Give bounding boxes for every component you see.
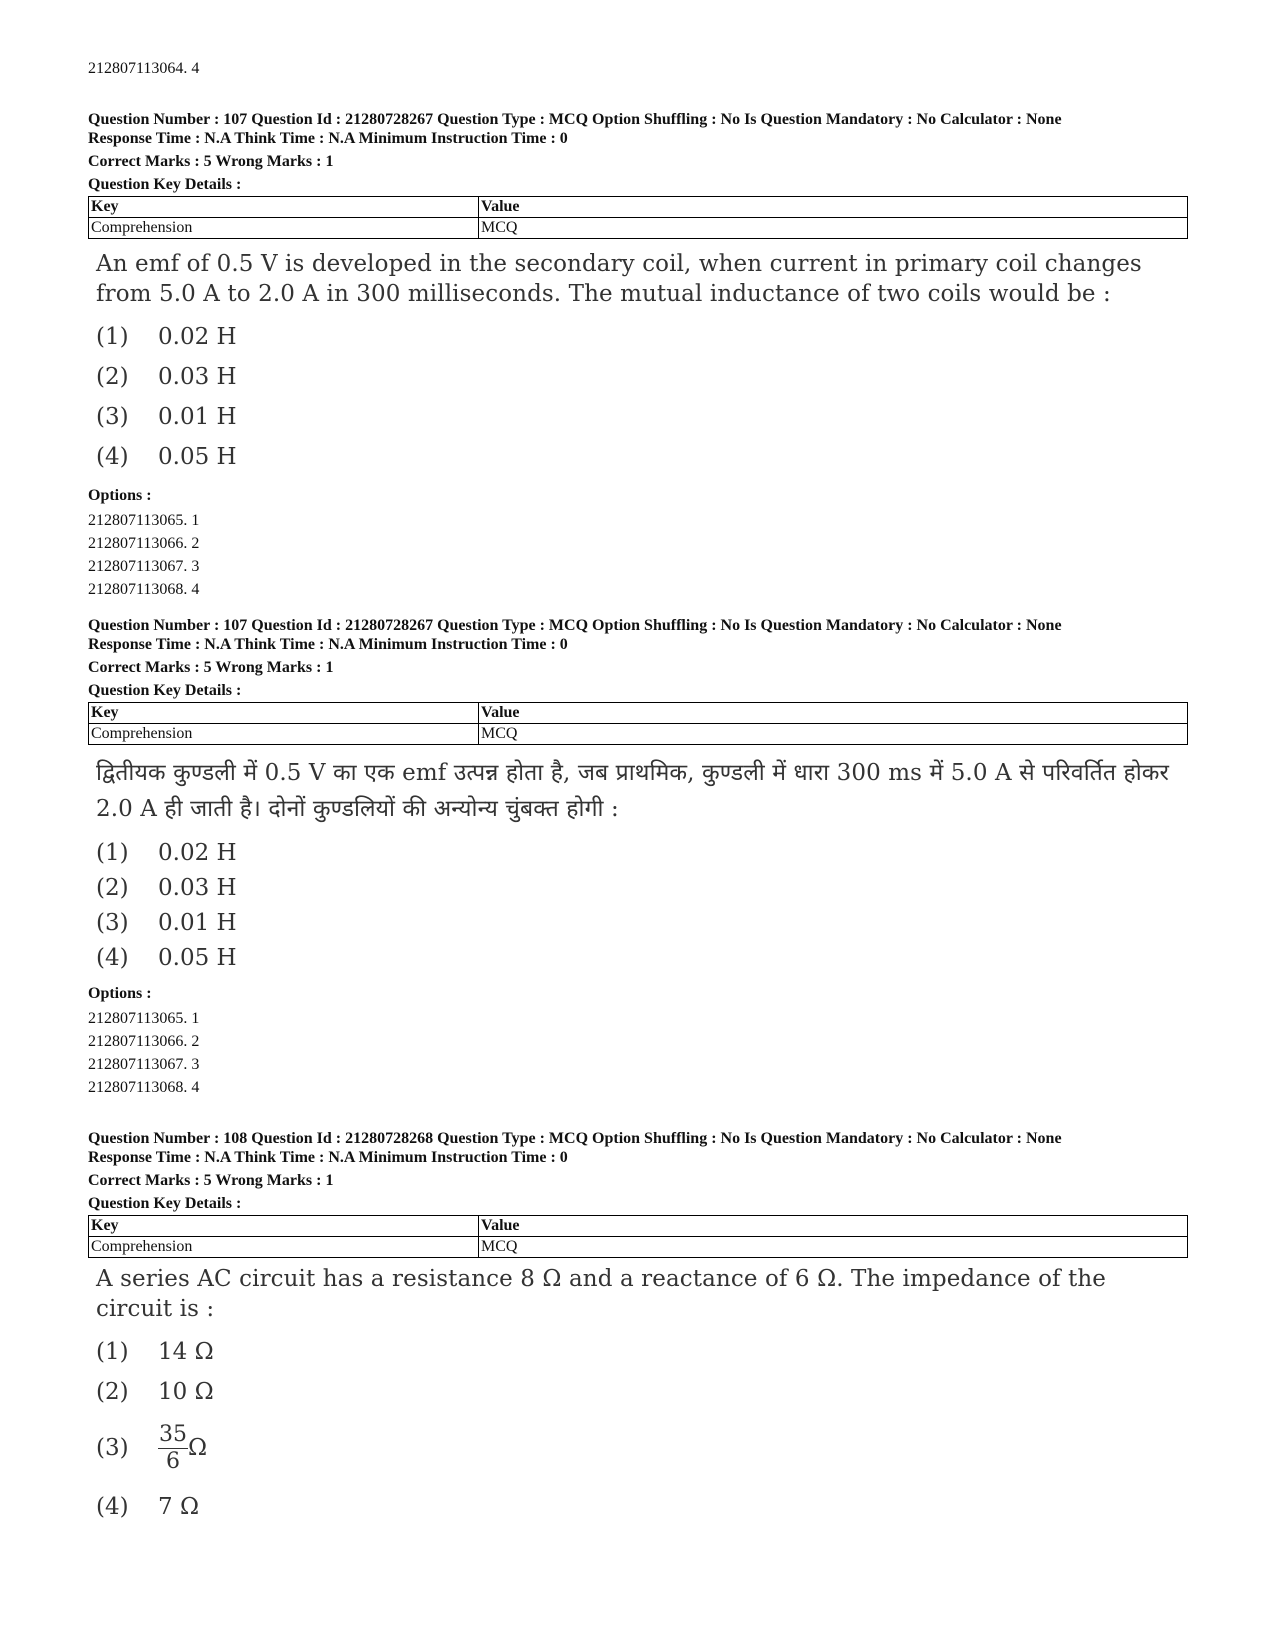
- choice-text: 0.02 H: [158, 324, 237, 350]
- fraction-unit: Ω: [188, 1435, 208, 1461]
- value-cell: MCQ: [479, 1237, 1188, 1258]
- answer-choice: [96, 437, 1188, 477]
- choice-number: (1): [96, 1339, 129, 1365]
- option-id: 212807113066. 2: [88, 1033, 200, 1050]
- question-marks: Correct Marks : 5 Wrong Marks : 1: [88, 1172, 334, 1189]
- question-key-details-label: Question Key Details :: [88, 176, 242, 193]
- option-id: 212807113068. 4: [88, 1079, 200, 1096]
- choice-text: 0.01 H: [158, 404, 237, 430]
- question-text: A series AC circuit has a resistance 8 Ω and a reactance of 6 Ω. The impedance of the circuit is :: [96, 1266, 1107, 1322]
- question-meta-line-2: Response Time : N.A Think Time : N.A Minimum Instruction Time : 0: [88, 130, 568, 147]
- key-cell: Comprehension: [89, 1237, 479, 1258]
- answer-choice: [96, 317, 1188, 357]
- value-cell: MCQ: [479, 724, 1188, 745]
- choice-number: (1): [96, 324, 129, 350]
- value-header: Value: [479, 197, 1188, 218]
- choice-text: 0.05 H: [158, 444, 237, 470]
- option-id: 212807113065. 1: [88, 1010, 200, 1027]
- question-marks: Correct Marks : 5 Wrong Marks : 1: [88, 659, 334, 676]
- question-text: An emf of 0.5 V is developed in the secondary coil, when current in primary coil changes from 5.0 A to 2.0 A in 300 milliseconds. The mutual inductance of two coils would be :: [96, 251, 1142, 307]
- question-marks: Correct Marks : 5 Wrong Marks : 1: [88, 153, 334, 170]
- table-row: [89, 1237, 1188, 1258]
- value-header: Value: [479, 1216, 1188, 1237]
- option-id: 212807113065. 1: [88, 512, 200, 529]
- table-row: [89, 218, 1188, 239]
- answer-choice: [96, 870, 1188, 905]
- table-header-row: [89, 1216, 1188, 1237]
- choice-text: 0.03 H: [158, 874, 237, 901]
- answer-choices: [96, 1332, 1188, 1530]
- question-meta-line-1: Question Number : 107 Question Id : 21280728267 Question Type : MCQ Option Shuffling : No Is Question Mandatory : No Calculator : None: [88, 617, 1062, 634]
- choice-number: (4): [96, 444, 129, 470]
- answer-choices: [96, 317, 1188, 477]
- choice-number: (2): [96, 874, 129, 901]
- key-value-table: [88, 196, 1188, 239]
- fraction-denominator: 6: [166, 1448, 180, 1474]
- answer-choice: [96, 397, 1188, 437]
- key-header: Key: [89, 1216, 479, 1237]
- question-meta-line-1: Question Number : 108 Question Id : 21280728268 Question Type : MCQ Option Shuffling : No Is Question Mandatory : No Calculator : None: [88, 1130, 1062, 1147]
- question-meta: [88, 1129, 1188, 1213]
- answer-choice: [96, 1412, 1188, 1484]
- key-value-table: [88, 702, 1188, 745]
- question-key-details-label: Question Key Details :: [88, 1195, 242, 1212]
- question-meta-line-2: Response Time : N.A Think Time : N.A Minimum Instruction Time : 0: [88, 1149, 568, 1166]
- choice-text: 0.03 H: [158, 364, 237, 390]
- option-id: 212807113066. 2: [88, 535, 200, 552]
- option-id: 212807113067. 3: [88, 558, 200, 575]
- answer-choice: [96, 940, 1188, 975]
- key-value-table: [88, 1215, 1188, 1258]
- fraction: [158, 1422, 188, 1475]
- choice-text: 14 Ω: [158, 1339, 214, 1365]
- choice-number: (3): [96, 404, 129, 430]
- answer-choice: [96, 835, 1188, 870]
- question-meta-line-2: Response Time : N.A Think Time : N.A Minimum Instruction Time : 0: [88, 636, 568, 653]
- options-label: Options :: [88, 487, 152, 504]
- choice-number: (2): [96, 364, 129, 390]
- choice-number: (2): [96, 1379, 129, 1405]
- key-header: Key: [89, 703, 479, 724]
- answer-choice: [96, 905, 1188, 940]
- answer-choice: [96, 1484, 1188, 1530]
- options-label: Options :: [88, 985, 152, 1002]
- question-meta-line-1: Question Number : 107 Question Id : 21280728267 Question Type : MCQ Option Shuffling : No Is Question Mandatory : No Calculator : None: [88, 111, 1062, 128]
- choice-number: (4): [96, 1494, 129, 1520]
- question-meta: [88, 110, 1188, 194]
- value-header: Value: [479, 703, 1188, 724]
- table-row: [89, 724, 1188, 745]
- option-id: 212807113067. 3: [88, 1056, 200, 1073]
- key-cell: Comprehension: [89, 724, 479, 745]
- value-cell: MCQ: [479, 218, 1188, 239]
- question-meta: [88, 616, 1188, 700]
- choice-text: 0.02 H: [158, 839, 237, 866]
- table-header-row: [89, 703, 1188, 724]
- question-key-details-label: Question Key Details :: [88, 682, 242, 699]
- question-block-3: [88, 1129, 1188, 1530]
- previous-option-id: 212807113064. 4: [88, 60, 200, 77]
- question-block-1: [88, 110, 1188, 601]
- table-header-row: [89, 197, 1188, 218]
- option-id: 212807113068. 4: [88, 581, 200, 598]
- choice-number: (3): [96, 909, 129, 936]
- choice-text: 10 Ω: [158, 1379, 214, 1405]
- choice-number: (4): [96, 944, 129, 971]
- choice-text: 7 Ω: [158, 1494, 200, 1520]
- question-text: द्वितीयक कुण्डली में 0.5 V का एक emf उत्पन्न होता है, जब प्राथमिक, कुण्डली में धारा 300 ms में 5.0 A से परिवर्तित होकर 2.0 A ही जाती है। दोनों कुण्डलियों की अन्योन्य चुंबक्त होगी :: [96, 760, 1170, 822]
- choice-number: (3): [96, 1435, 129, 1461]
- choice-text: 0.01 H: [158, 909, 237, 936]
- key-header: Key: [89, 197, 479, 218]
- fraction-numerator: 35: [159, 1421, 187, 1447]
- choice-text: 0.05 H: [158, 944, 237, 971]
- key-cell: Comprehension: [89, 218, 479, 239]
- answer-choice: [96, 1372, 1188, 1412]
- answer-choice: [96, 1332, 1188, 1372]
- question-block-2: [88, 616, 1188, 1099]
- answer-choices: [96, 835, 1188, 975]
- choice-number: (1): [96, 839, 129, 866]
- answer-choice: [96, 357, 1188, 397]
